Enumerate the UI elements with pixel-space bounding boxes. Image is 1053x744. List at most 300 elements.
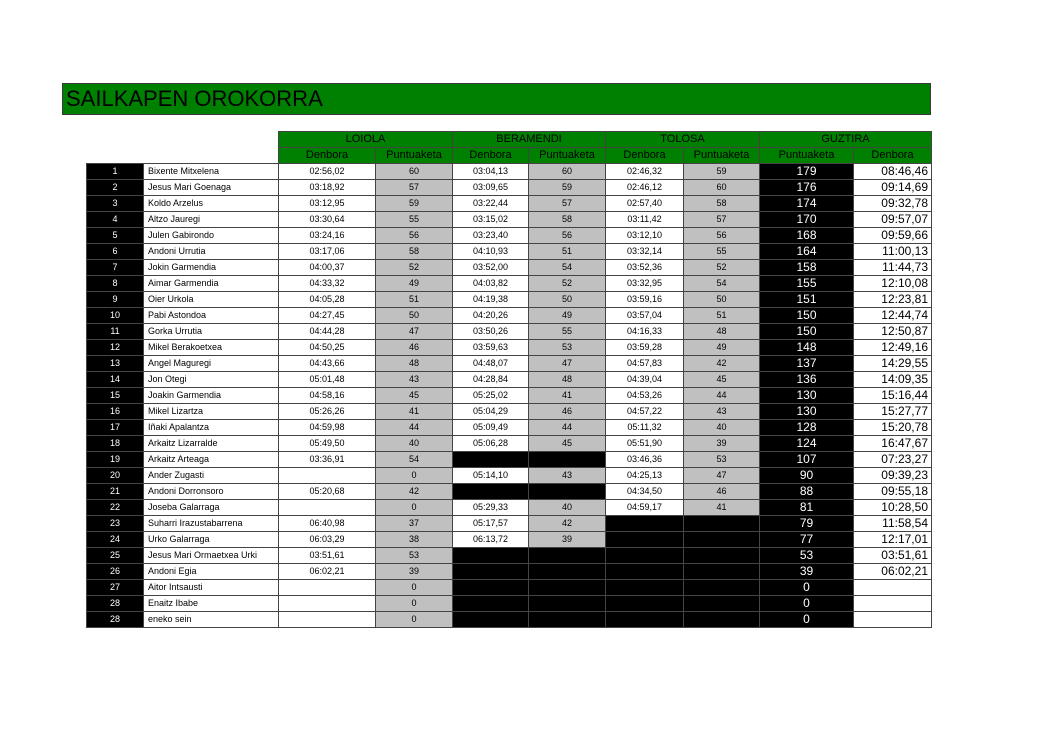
loiola-time-cell — [279, 500, 376, 516]
loiola-points-cell: 0 — [376, 500, 453, 516]
beramendi-points-cell: 42 — [529, 516, 606, 532]
tolosa-points-cell: 46 — [684, 484, 760, 500]
loiola-points-cell: 51 — [376, 292, 453, 308]
beramendi-points-cell: 53 — [529, 340, 606, 356]
total-time-cell: 09:59,66 — [854, 228, 932, 244]
rank-cell: 21 — [87, 484, 144, 500]
total-time-cell: 11:44,73 — [854, 260, 932, 276]
loiola-time-cell: 05:20,68 — [279, 484, 376, 500]
beramendi-points-cell: 50 — [529, 292, 606, 308]
beramendi-points-empty-cell — [529, 580, 606, 596]
total-points-cell: 88 — [760, 484, 854, 500]
beramendi-time-empty-cell — [453, 580, 529, 596]
loiola-time-cell: 04:44,28 — [279, 324, 376, 340]
table-row — [87, 244, 932, 260]
beramendi-time-empty-cell — [453, 548, 529, 564]
loiola-points-cell: 53 — [376, 548, 453, 564]
tolosa-time-cell: 04:34,50 — [606, 484, 684, 500]
total-time-cell: 07:23,27 — [854, 452, 932, 468]
beramendi-points-cell: 40 — [529, 500, 606, 516]
total-time-cell — [854, 580, 932, 596]
name-cell: Jesus Mari Goenaga — [144, 180, 279, 196]
rank-cell: 28 — [87, 596, 144, 612]
beramendi-points-cell: 49 — [529, 308, 606, 324]
group-tolosa: TOLOSA — [606, 132, 760, 148]
total-points-cell: 136 — [760, 372, 854, 388]
loiola-time-cell — [279, 580, 376, 596]
total-points-cell: 155 — [760, 276, 854, 292]
rank-cell: 3 — [87, 196, 144, 212]
loiola-time-cell: 02:56,02 — [279, 164, 376, 180]
beramendi-points-cell: 41 — [529, 388, 606, 404]
loiola-time-cell: 04:00,37 — [279, 260, 376, 276]
tolosa-time-cell: 04:25,13 — [606, 468, 684, 484]
loiola-time-cell: 06:02,21 — [279, 564, 376, 580]
group-loiola: LOIOLA — [279, 132, 453, 148]
table-row — [87, 356, 932, 372]
beramendi-points-cell: 44 — [529, 420, 606, 436]
tolosa-time-header: Denbora — [606, 148, 684, 164]
name-cell: Aitor Intsausti — [144, 580, 279, 596]
group-header-row — [87, 132, 932, 148]
beramendi-points-empty-cell — [529, 596, 606, 612]
beramendi-points-empty-cell — [529, 564, 606, 580]
tolosa-time-cell: 02:46,12 — [606, 180, 684, 196]
tolosa-time-cell: 02:46,32 — [606, 164, 684, 180]
beramendi-time-empty-cell — [453, 452, 529, 468]
loiola-points-cell: 41 — [376, 404, 453, 420]
beramendi-time-cell: 03:22,44 — [453, 196, 529, 212]
beramendi-points-empty-cell — [529, 484, 606, 500]
table-row — [87, 372, 932, 388]
rank-cell: 27 — [87, 580, 144, 596]
table-row — [87, 164, 932, 180]
name-cell: Julen Gabirondo — [144, 228, 279, 244]
tolosa-time-cell: 03:57,04 — [606, 308, 684, 324]
total-points-cell: 124 — [760, 436, 854, 452]
loiola-time-cell: 04:59,98 — [279, 420, 376, 436]
beramendi-time-cell: 05:09,49 — [453, 420, 529, 436]
beramendi-points-cell: 52 — [529, 276, 606, 292]
tolosa-time-cell: 04:57,22 — [606, 404, 684, 420]
sub-header-row — [87, 148, 932, 164]
total-points-cell: 150 — [760, 324, 854, 340]
beramendi-time-cell: 03:23,40 — [453, 228, 529, 244]
tolosa-time-cell: 03:12,10 — [606, 228, 684, 244]
rank-cell: 24 — [87, 532, 144, 548]
loiola-points-cell: 40 — [376, 436, 453, 452]
table-row — [87, 532, 932, 548]
beramendi-time-cell: 05:06,28 — [453, 436, 529, 452]
total-points-cell: 77 — [760, 532, 854, 548]
loiola-points-cell: 44 — [376, 420, 453, 436]
loiola-time-cell: 06:03,29 — [279, 532, 376, 548]
total-time-header: Denbora — [854, 148, 932, 164]
tolosa-points-cell: 51 — [684, 308, 760, 324]
total-points-cell: 150 — [760, 308, 854, 324]
name-cell: Mikel Lizartza — [144, 404, 279, 420]
loiola-time-cell: 05:49,50 — [279, 436, 376, 452]
tolosa-points-empty-cell — [684, 516, 760, 532]
beramendi-time-cell: 05:14,10 — [453, 468, 529, 484]
loiola-time-cell — [279, 612, 376, 628]
rank-cell: 19 — [87, 452, 144, 468]
table-row — [87, 324, 932, 340]
rank-cell: 16 — [87, 404, 144, 420]
tolosa-points-cell: 43 — [684, 404, 760, 420]
loiola-points-cell: 56 — [376, 228, 453, 244]
rank-cell: 7 — [87, 260, 144, 276]
table-row — [87, 292, 932, 308]
tolosa-points-empty-cell — [684, 548, 760, 564]
total-time-cell: 08:46,46 — [854, 164, 932, 180]
beramendi-time-empty-cell — [453, 596, 529, 612]
total-time-cell: 09:57,07 — [854, 212, 932, 228]
loiola-time-cell: 04:50,25 — [279, 340, 376, 356]
total-time-cell: 09:14,69 — [854, 180, 932, 196]
tolosa-points-cell: 41 — [684, 500, 760, 516]
tolosa-points-cell: 54 — [684, 276, 760, 292]
name-cell: Joseba Galarraga — [144, 500, 279, 516]
total-points-cell: 0 — [760, 612, 854, 628]
beramendi-time-empty-cell — [453, 612, 529, 628]
tolosa-points-header: Puntuaketa — [684, 148, 760, 164]
tolosa-time-empty-cell — [606, 564, 684, 580]
tolosa-points-cell: 50 — [684, 292, 760, 308]
tolosa-points-empty-cell — [684, 564, 760, 580]
table-row — [87, 388, 932, 404]
beramendi-time-cell: 04:20,26 — [453, 308, 529, 324]
table-row — [87, 308, 932, 324]
name-cell: Ander Zugasti — [144, 468, 279, 484]
table-row — [87, 484, 932, 500]
beramendi-points-cell: 39 — [529, 532, 606, 548]
total-time-cell — [854, 596, 932, 612]
loiola-points-cell: 55 — [376, 212, 453, 228]
table-row — [87, 404, 932, 420]
loiola-time-cell: 03:18,92 — [279, 180, 376, 196]
group-guztira: GUZTIRA — [760, 132, 932, 148]
table-row — [87, 436, 932, 452]
beramendi-time-cell: 05:29,33 — [453, 500, 529, 516]
tolosa-time-empty-cell — [606, 532, 684, 548]
loiola-points-cell: 54 — [376, 452, 453, 468]
tolosa-points-cell: 59 — [684, 164, 760, 180]
total-time-cell: 10:28,50 — [854, 500, 932, 516]
tolosa-points-cell: 60 — [684, 180, 760, 196]
name-cell: Gorka Urrutia — [144, 324, 279, 340]
beramendi-points-cell: 57 — [529, 196, 606, 212]
total-points-cell: 151 — [760, 292, 854, 308]
beramendi-time-cell: 04:10,93 — [453, 244, 529, 260]
tolosa-time-cell: 03:32,95 — [606, 276, 684, 292]
total-time-cell: 15:27,77 — [854, 404, 932, 420]
name-cell: Andoni Dorronsoro — [144, 484, 279, 500]
beramendi-time-cell: 03:04,13 — [453, 164, 529, 180]
name-cell: Pabi Astondoa — [144, 308, 279, 324]
beramendi-points-cell: 58 — [529, 212, 606, 228]
rank-cell: 26 — [87, 564, 144, 580]
total-points-cell: 0 — [760, 596, 854, 612]
rank-cell: 13 — [87, 356, 144, 372]
name-cell: Bixente Mitxelena — [144, 164, 279, 180]
rank-cell: 25 — [87, 548, 144, 564]
total-points-cell: 107 — [760, 452, 854, 468]
beramendi-time-cell: 05:17,57 — [453, 516, 529, 532]
group-beramendi: BERAMENDI — [453, 132, 606, 148]
beramendi-points-cell: 48 — [529, 372, 606, 388]
name-cell: Mikel Berakoetxea — [144, 340, 279, 356]
loiola-points-cell: 0 — [376, 580, 453, 596]
loiola-time-cell: 04:33,32 — [279, 276, 376, 292]
beramendi-time-empty-cell — [453, 484, 529, 500]
beramendi-time-cell: 03:15,02 — [453, 212, 529, 228]
beramendi-points-cell: 60 — [529, 164, 606, 180]
total-time-cell — [854, 612, 932, 628]
beramendi-time-cell: 04:19,38 — [453, 292, 529, 308]
name-cell: Joakin Garmendia — [144, 388, 279, 404]
rank-cell: 28 — [87, 612, 144, 628]
header-spacer — [87, 148, 279, 164]
tolosa-points-cell: 48 — [684, 324, 760, 340]
rank-cell: 2 — [87, 180, 144, 196]
loiola-time-cell: 04:58,16 — [279, 388, 376, 404]
beramendi-time-cell: 05:25,02 — [453, 388, 529, 404]
loiola-points-cell: 49 — [376, 276, 453, 292]
beramendi-points-cell: 54 — [529, 260, 606, 276]
tolosa-time-empty-cell — [606, 548, 684, 564]
beramendi-time-empty-cell — [453, 564, 529, 580]
tolosa-points-cell: 44 — [684, 388, 760, 404]
total-time-cell: 12:50,87 — [854, 324, 932, 340]
loiola-points-header: Puntuaketa — [376, 148, 453, 164]
total-points-cell: 164 — [760, 244, 854, 260]
total-points-cell: 130 — [760, 404, 854, 420]
loiola-points-cell: 46 — [376, 340, 453, 356]
tolosa-points-empty-cell — [684, 532, 760, 548]
loiola-points-cell: 0 — [376, 468, 453, 484]
name-cell: Arkaitz Lizarralde — [144, 436, 279, 452]
total-time-cell: 09:32,78 — [854, 196, 932, 212]
name-cell: Andoni Egia — [144, 564, 279, 580]
rank-cell: 11 — [87, 324, 144, 340]
rank-cell: 8 — [87, 276, 144, 292]
loiola-time-cell: 03:17,06 — [279, 244, 376, 260]
tolosa-points-empty-cell — [684, 612, 760, 628]
total-points-cell: 137 — [760, 356, 854, 372]
total-time-cell: 06:02,21 — [854, 564, 932, 580]
loiola-time-cell: 05:26,26 — [279, 404, 376, 420]
beramendi-points-empty-cell — [529, 612, 606, 628]
loiola-points-cell: 42 — [376, 484, 453, 500]
tolosa-points-cell: 53 — [684, 452, 760, 468]
tolosa-points-cell: 55 — [684, 244, 760, 260]
loiola-time-cell: 04:05,28 — [279, 292, 376, 308]
rank-cell: 22 — [87, 500, 144, 516]
header-spacer — [87, 132, 279, 148]
table-row — [87, 580, 932, 596]
tolosa-points-cell: 52 — [684, 260, 760, 276]
tolosa-time-empty-cell — [606, 580, 684, 596]
name-cell: Aimar Garmendia — [144, 276, 279, 292]
name-cell: Suharri Irazustabarrena — [144, 516, 279, 532]
loiola-time-cell: 03:30,64 — [279, 212, 376, 228]
beramendi-points-cell: 47 — [529, 356, 606, 372]
tolosa-time-cell: 03:59,16 — [606, 292, 684, 308]
tolosa-time-cell: 04:16,33 — [606, 324, 684, 340]
table-row — [87, 260, 932, 276]
tolosa-points-cell: 56 — [684, 228, 760, 244]
table-row — [87, 500, 932, 516]
table-row — [87, 196, 932, 212]
table-row — [87, 612, 932, 628]
total-time-cell: 12:44,74 — [854, 308, 932, 324]
table-row — [87, 340, 932, 356]
tolosa-time-cell: 04:53,26 — [606, 388, 684, 404]
beramendi-points-header: Puntuaketa — [529, 148, 606, 164]
tolosa-time-empty-cell — [606, 612, 684, 628]
loiola-points-cell: 47 — [376, 324, 453, 340]
total-points-cell: 53 — [760, 548, 854, 564]
total-points-cell: 168 — [760, 228, 854, 244]
tolosa-points-empty-cell — [684, 580, 760, 596]
page-title: SAILKAPEN OROKORRA — [62, 83, 931, 115]
total-time-cell: 11:58,54 — [854, 516, 932, 532]
tolosa-time-cell: 02:57,40 — [606, 196, 684, 212]
rank-cell: 20 — [87, 468, 144, 484]
name-cell: Andoni Urrutia — [144, 244, 279, 260]
beramendi-points-cell: 43 — [529, 468, 606, 484]
table-row — [87, 452, 932, 468]
beramendi-points-cell: 55 — [529, 324, 606, 340]
loiola-points-cell: 50 — [376, 308, 453, 324]
total-time-cell: 14:29,55 — [854, 356, 932, 372]
rank-cell: 5 — [87, 228, 144, 244]
loiola-time-cell: 05:01,48 — [279, 372, 376, 388]
tolosa-points-cell: 49 — [684, 340, 760, 356]
total-time-cell: 03:51,61 — [854, 548, 932, 564]
beramendi-points-cell: 56 — [529, 228, 606, 244]
tolosa-time-cell: 05:51,90 — [606, 436, 684, 452]
loiola-points-cell: 60 — [376, 164, 453, 180]
loiola-time-cell: 03:36,91 — [279, 452, 376, 468]
table-row — [87, 468, 932, 484]
rank-cell: 17 — [87, 420, 144, 436]
loiola-time-cell: 03:12,95 — [279, 196, 376, 212]
total-points-cell: 130 — [760, 388, 854, 404]
beramendi-points-cell: 51 — [529, 244, 606, 260]
name-cell: eneko sein — [144, 612, 279, 628]
total-time-cell: 12:49,16 — [854, 340, 932, 356]
rank-cell: 23 — [87, 516, 144, 532]
rank-cell: 18 — [87, 436, 144, 452]
loiola-time-header: Denbora — [279, 148, 376, 164]
rank-cell: 1 — [87, 164, 144, 180]
name-cell: Koldo Arzelus — [144, 196, 279, 212]
tolosa-time-cell: 03:59,28 — [606, 340, 684, 356]
table-row — [87, 228, 932, 244]
total-points-cell: 170 — [760, 212, 854, 228]
total-time-cell: 14:09,35 — [854, 372, 932, 388]
tolosa-points-cell: 40 — [684, 420, 760, 436]
total-points-cell: 79 — [760, 516, 854, 532]
loiola-points-cell: 37 — [376, 516, 453, 532]
ranking-table — [86, 131, 932, 628]
loiola-time-cell: 04:43,66 — [279, 356, 376, 372]
name-cell: Arkaitz Arteaga — [144, 452, 279, 468]
loiola-points-cell: 52 — [376, 260, 453, 276]
beramendi-time-cell: 03:50,26 — [453, 324, 529, 340]
name-cell: Jesus Mari Ormaetxea Urki — [144, 548, 279, 564]
loiola-time-cell: 03:24,16 — [279, 228, 376, 244]
loiola-points-cell: 43 — [376, 372, 453, 388]
total-time-cell: 09:55,18 — [854, 484, 932, 500]
rank-cell: 10 — [87, 308, 144, 324]
tolosa-time-cell: 04:39,04 — [606, 372, 684, 388]
tolosa-points-cell: 45 — [684, 372, 760, 388]
loiola-points-cell: 58 — [376, 244, 453, 260]
beramendi-time-cell: 03:09,65 — [453, 180, 529, 196]
tolosa-time-cell: 04:59,17 — [606, 500, 684, 516]
total-time-cell: 16:47,67 — [854, 436, 932, 452]
name-cell: Altzo Jauregi — [144, 212, 279, 228]
beramendi-points-cell: 59 — [529, 180, 606, 196]
beramendi-time-cell: 06:13,72 — [453, 532, 529, 548]
loiola-time-cell — [279, 468, 376, 484]
loiola-points-cell: 59 — [376, 196, 453, 212]
name-cell: Urko Galarraga — [144, 532, 279, 548]
total-points-cell: 128 — [760, 420, 854, 436]
name-cell: Angel Maguregi — [144, 356, 279, 372]
beramendi-points-empty-cell — [529, 452, 606, 468]
loiola-points-cell: 0 — [376, 612, 453, 628]
table-row — [87, 564, 932, 580]
loiola-time-cell: 04:27,45 — [279, 308, 376, 324]
tolosa-time-empty-cell — [606, 516, 684, 532]
name-cell: Enaitz Ibabe — [144, 596, 279, 612]
tolosa-time-empty-cell — [606, 596, 684, 612]
beramendi-points-cell: 46 — [529, 404, 606, 420]
table-row — [87, 180, 932, 196]
table-row — [87, 276, 932, 292]
total-points-cell: 0 — [760, 580, 854, 596]
total-points-cell: 179 — [760, 164, 854, 180]
beramendi-time-cell: 03:59,63 — [453, 340, 529, 356]
table-row — [87, 212, 932, 228]
loiola-points-cell: 48 — [376, 356, 453, 372]
beramendi-time-cell: 04:48,07 — [453, 356, 529, 372]
tolosa-time-cell: 03:11,42 — [606, 212, 684, 228]
loiola-time-cell — [279, 596, 376, 612]
rank-cell: 14 — [87, 372, 144, 388]
total-points-cell: 81 — [760, 500, 854, 516]
name-cell: Jokin Garmendia — [144, 260, 279, 276]
beramendi-time-cell: 04:03,82 — [453, 276, 529, 292]
tolosa-time-cell: 04:57,83 — [606, 356, 684, 372]
table-row — [87, 420, 932, 436]
table-row — [87, 516, 932, 532]
name-cell: Iñaki Apalantza — [144, 420, 279, 436]
table-row — [87, 548, 932, 564]
total-time-cell: 12:10,08 — [854, 276, 932, 292]
total-time-cell: 09:39,23 — [854, 468, 932, 484]
total-time-cell: 15:16,44 — [854, 388, 932, 404]
name-cell: Jon Otegi — [144, 372, 279, 388]
loiola-points-cell: 45 — [376, 388, 453, 404]
tolosa-time-cell: 03:46,36 — [606, 452, 684, 468]
loiola-time-cell: 06:40,98 — [279, 516, 376, 532]
tolosa-points-empty-cell — [684, 596, 760, 612]
